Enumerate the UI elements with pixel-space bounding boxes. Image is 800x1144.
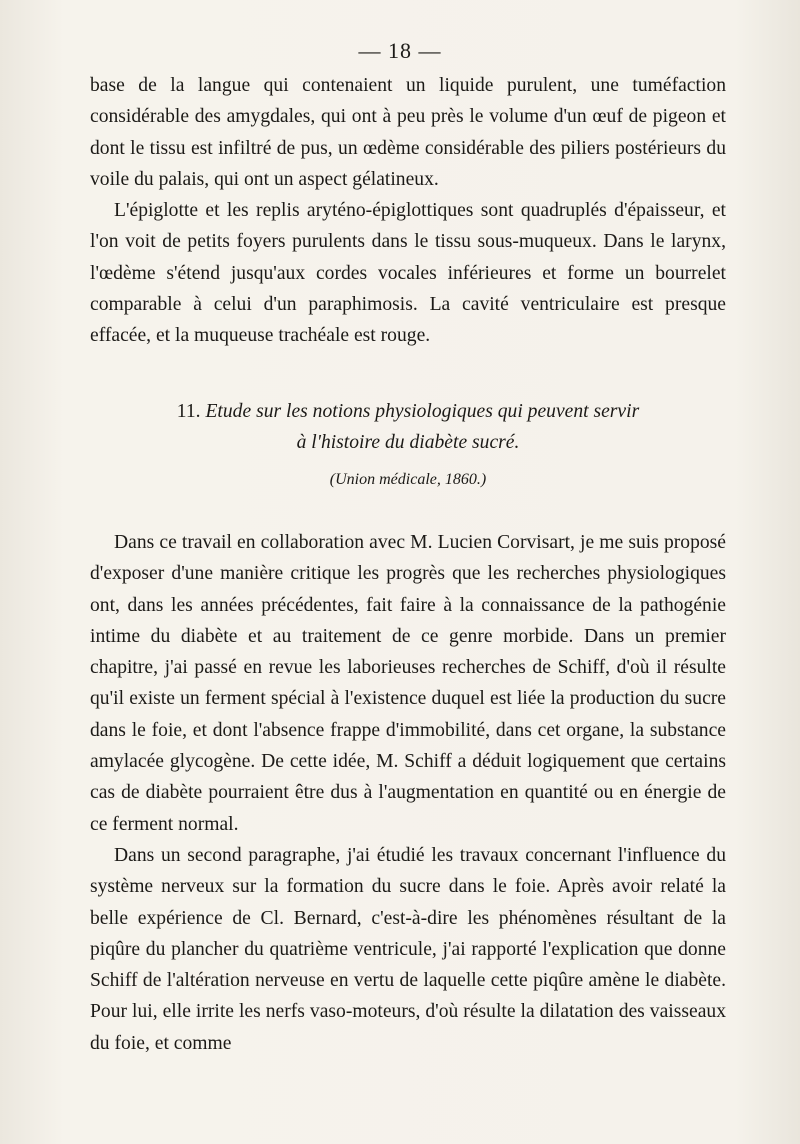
section-title-text: Etude sur les notions physiologiques qui peuvent servir xyxy=(205,400,640,422)
section-heading xyxy=(90,396,726,458)
section-number: 11. xyxy=(176,400,201,422)
paragraph-epiglottis: L'épiglotte et les replis aryténo-épiglottiques sont quadruplés d'épaisseur, et l'on voit de petits foyers purulents dans le tissu sous-muqueux. Dans le larynx, l'œdème s'étend jusqu'aux cordes vocales inférieures et forme un bourrelet comparable à celui d'un paraphimosis. La cavité ventriculaire est presque effacée, et la muqueuse trachéale est rouge. xyxy=(90,200,726,347)
paragraph-first-chapter: Dans ce travail en collaboration avec M. Lucien Corvisart, je me suis proposé d'exposer d'une manière critique les progrès que les recherches physiologiques ont, dans les années précédentes, fait faire à la connaissance de la pathogénie intime du diabète et au traitement de ce genre morbide. Dans un premier chapitre, j'ai passé en revue les laborieuses recherches de Schiff, d'où il résulte qu'il existe un ferment spécial à l'existence duquel est liée la production du sucre dans le foie, et dont l'absence frappe d'immobilité, dans cet organe, la substance amylacée glycogène. De cette idée, M. Schiff a déduit logiquement que certains cas de diabète pourraient être dus à l'augmentation en quantité ou en énergie de ce ferment normal. xyxy=(90,531,726,835)
paragraph-continued: base de la langue qui contenaient un liquide purulent, une tuméfaction considérable des amygdales, qui ont à peu près le volume d'un œuf de pigeon et dont le tissu est infiltré de pus, un œdème considérable des piliers postérieurs du voile du palais, qui ont un aspect gélatineux. xyxy=(90,75,726,190)
section-title-line2: à l'histoire du diabète sucré. xyxy=(296,431,520,453)
body-text xyxy=(90,70,726,1059)
page-number: — 18 — xyxy=(358,38,442,63)
paragraph-second-chapter: Dans un second paragraphe, j'ai étudié les travaux concernant l'influence du système nerveux sur la formation du sucre dans le foie. Après avoir relaté la belle expérience de Cl. Bernard, c'est-à-dire les phénomènes résultant de la piqûre du plancher du quatrième ventricule, j'ai rapporté l'explication que donne Schiff de l'altération nerveuse en vertu de laquelle cette piqûre amène le diabète. Pour lui, elle irrite les nerfs vaso-moteurs, d'où résulte la dilatation des vaisseaux du foie, et comme xyxy=(90,844,726,1054)
section-source: (Union médicale, 1860.) xyxy=(329,470,487,488)
section-title-line1 xyxy=(90,396,726,427)
